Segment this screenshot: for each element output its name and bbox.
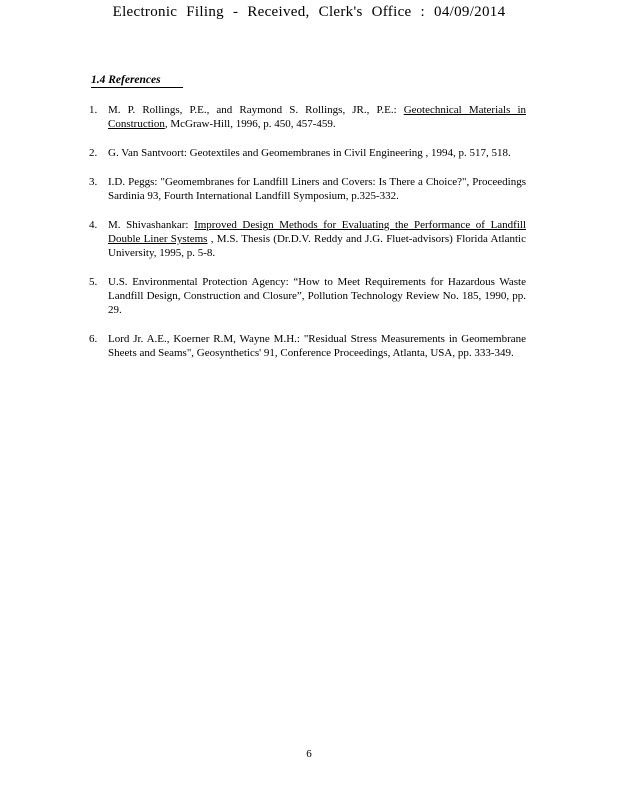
reference-number: 1. [89, 104, 98, 116]
reference-text-pre: M. P. Rollings, P.E., and Raymond S. Rollings, JR., P.E.: [108, 104, 404, 116]
reference-text-pre: G. Van Santvoort: Geotextiles and Geomembranes in Civil Engineering , 1994, p. 517, 518. [108, 147, 511, 159]
reference-item [89, 146, 526, 160]
reference-text [108, 332, 526, 360]
reference-text-pre: U.S. Environmental Protection Agency: “How to Meet Requirements for Hazardous Waste Landfill Design, Construction and Closure”, Pollution Technology Review No. 185, 1990, pp. 29. [108, 276, 526, 316]
reference-text-pre: Lord Jr. A.E., Koerner R.M, Wayne M.H.: "Residual Stress Measurements in Geomembrane Sheets and Seams", Geosynthetics' 91, Conference Proceedings, Atlanta, USA, pp. 333-349. [108, 333, 526, 359]
page-number: 6 [306, 748, 312, 760]
reference-number: 3. [89, 176, 98, 188]
reference-title: Improved Design Methods for Evaluating the Performance of Landfill Double Liner Systems [108, 219, 526, 245]
reference-title: Geotechnical Materials in Construction [108, 104, 526, 130]
reference-number: 4. [89, 219, 98, 231]
filing-header: Electronic Filing - Received, Clerk's Office : 04/09/2014 [112, 4, 506, 20]
reference-text [108, 218, 526, 260]
reference-text-pre: M. Shivashankar: [108, 219, 195, 231]
reference-number: 6. [89, 333, 98, 345]
reference-text [108, 146, 526, 160]
references-list [89, 103, 526, 375]
reference-item [89, 175, 526, 203]
reference-number: 2. [89, 147, 98, 159]
section-title: 1.4 References [91, 73, 183, 88]
reference-item [89, 103, 526, 131]
reference-item [89, 218, 526, 260]
reference-text-pre: I.D. Peggs: "Geomembranes for Landfill Liners and Covers: Is There a Choice?", Proceedings Sardinia 93, Fourth International Landfill Symposium, p.325-332. [108, 176, 526, 202]
reference-item [89, 275, 526, 317]
reference-item [89, 332, 526, 360]
reference-text [108, 275, 526, 317]
reference-text [108, 103, 526, 131]
reference-number: 5. [89, 276, 98, 288]
reference-text-post: , McGraw-Hill, 1996, p. 450, 457-459. [164, 118, 336, 130]
reference-text-post: , M.S. Thesis (Dr.D.V. Reddy and J.G. Fluet-advisors) Florida Atlantic University, 1995, p. 5-8. [108, 233, 526, 259]
reference-text [108, 175, 526, 203]
